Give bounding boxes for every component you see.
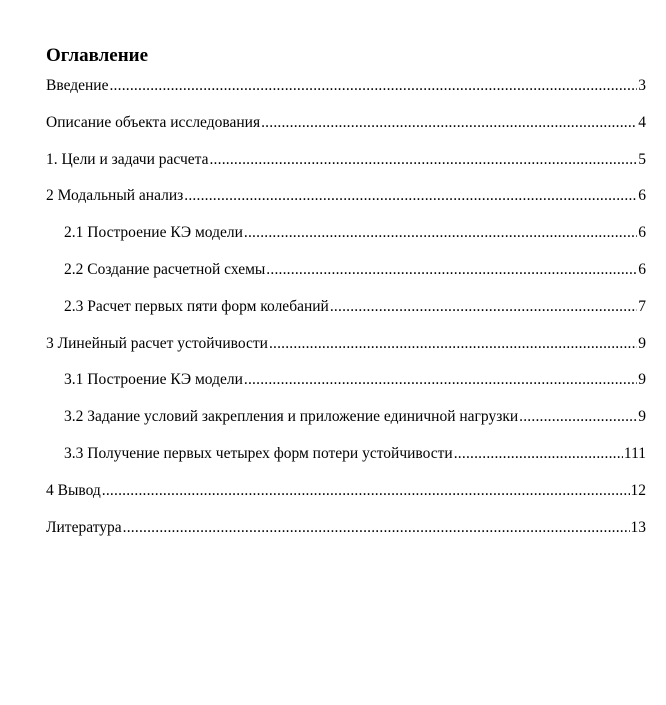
toc-page-number: 3 (638, 77, 646, 94)
toc-page-number: 12 (630, 481, 646, 499)
toc-entry-modal-analysis (46, 182, 646, 219)
toc-entry-introduction (46, 72, 646, 109)
toc-title: Оглавление (46, 45, 149, 66)
toc-leader-dots (454, 440, 623, 468)
table-of-contents (46, 72, 646, 550)
toc-entry-label: 4 Вывод (46, 481, 101, 499)
toc-leader-dots (330, 293, 637, 321)
toc-page-number: 9 (638, 371, 646, 389)
toc-leader-dots (109, 72, 637, 100)
toc-entry-stability (46, 330, 646, 367)
toc-page-number: 6 (638, 260, 646, 278)
toc-entry-goals (46, 146, 646, 183)
toc-page-number: 6 (638, 224, 646, 242)
toc-entry-references (46, 514, 646, 551)
toc-page-number: 9 (638, 408, 646, 426)
toc-entry-label: 1. Цели и задачи расчета (46, 150, 209, 168)
toc-entry-label: 2.1 Построение КЭ модели (64, 224, 243, 242)
toc-leader-dots (244, 366, 637, 394)
toc-leader-dots (266, 256, 637, 284)
toc-entry-conclusion (46, 477, 646, 514)
toc-entry-label: Литература (46, 518, 122, 536)
toc-leader-dots (102, 477, 630, 505)
toc-entry-label: 3.3 Получение первых четырех форм потери устойчивости (64, 444, 453, 462)
toc-leader-dots (209, 146, 637, 174)
toc-page-number: 7 (638, 297, 646, 315)
toc-leader-dots (269, 330, 637, 358)
toc-entry-label: 3.2 Задание условий закрепления и приложение единичной нагрузки (64, 408, 519, 426)
toc-leader-dots (184, 182, 637, 210)
toc-entry-fe-model (46, 219, 646, 256)
toc-leader-dots (244, 219, 637, 247)
toc-entry-label: 2.2 Создание расчетной схемы (64, 260, 266, 278)
toc-entry-object-description (46, 109, 646, 146)
toc-page-number: 4 (638, 113, 646, 131)
toc-page-number: 6 (638, 187, 646, 205)
toc-entry-buckling-modes (46, 440, 646, 477)
toc-entry-constraints-load (46, 403, 646, 440)
toc-page-number: 111 (623, 444, 646, 462)
toc-entry-label: 2.3 Расчет первых пяти форм колебаний (64, 297, 329, 315)
toc-leader-dots (261, 109, 637, 137)
toc-entry-calc-scheme (46, 256, 646, 293)
toc-page-number: 5 (638, 150, 646, 168)
toc-leader-dots (519, 403, 637, 431)
toc-page-number: 9 (638, 334, 646, 352)
toc-entry-fe-model-2 (46, 366, 646, 403)
toc-entry-label: Введение (46, 77, 109, 94)
toc-entry-vibration-modes (46, 293, 646, 330)
toc-entry-label: 2 Модальный анализ (46, 187, 184, 205)
toc-leader-dots (123, 514, 630, 542)
toc-page-number: 13 (630, 518, 646, 536)
toc-entry-label: 3.1 Построение КЭ модели (64, 371, 243, 389)
toc-entry-label: Описание объекта исследования (46, 113, 261, 131)
toc-entry-label: 3 Линейный расчет устойчивости (46, 334, 268, 352)
